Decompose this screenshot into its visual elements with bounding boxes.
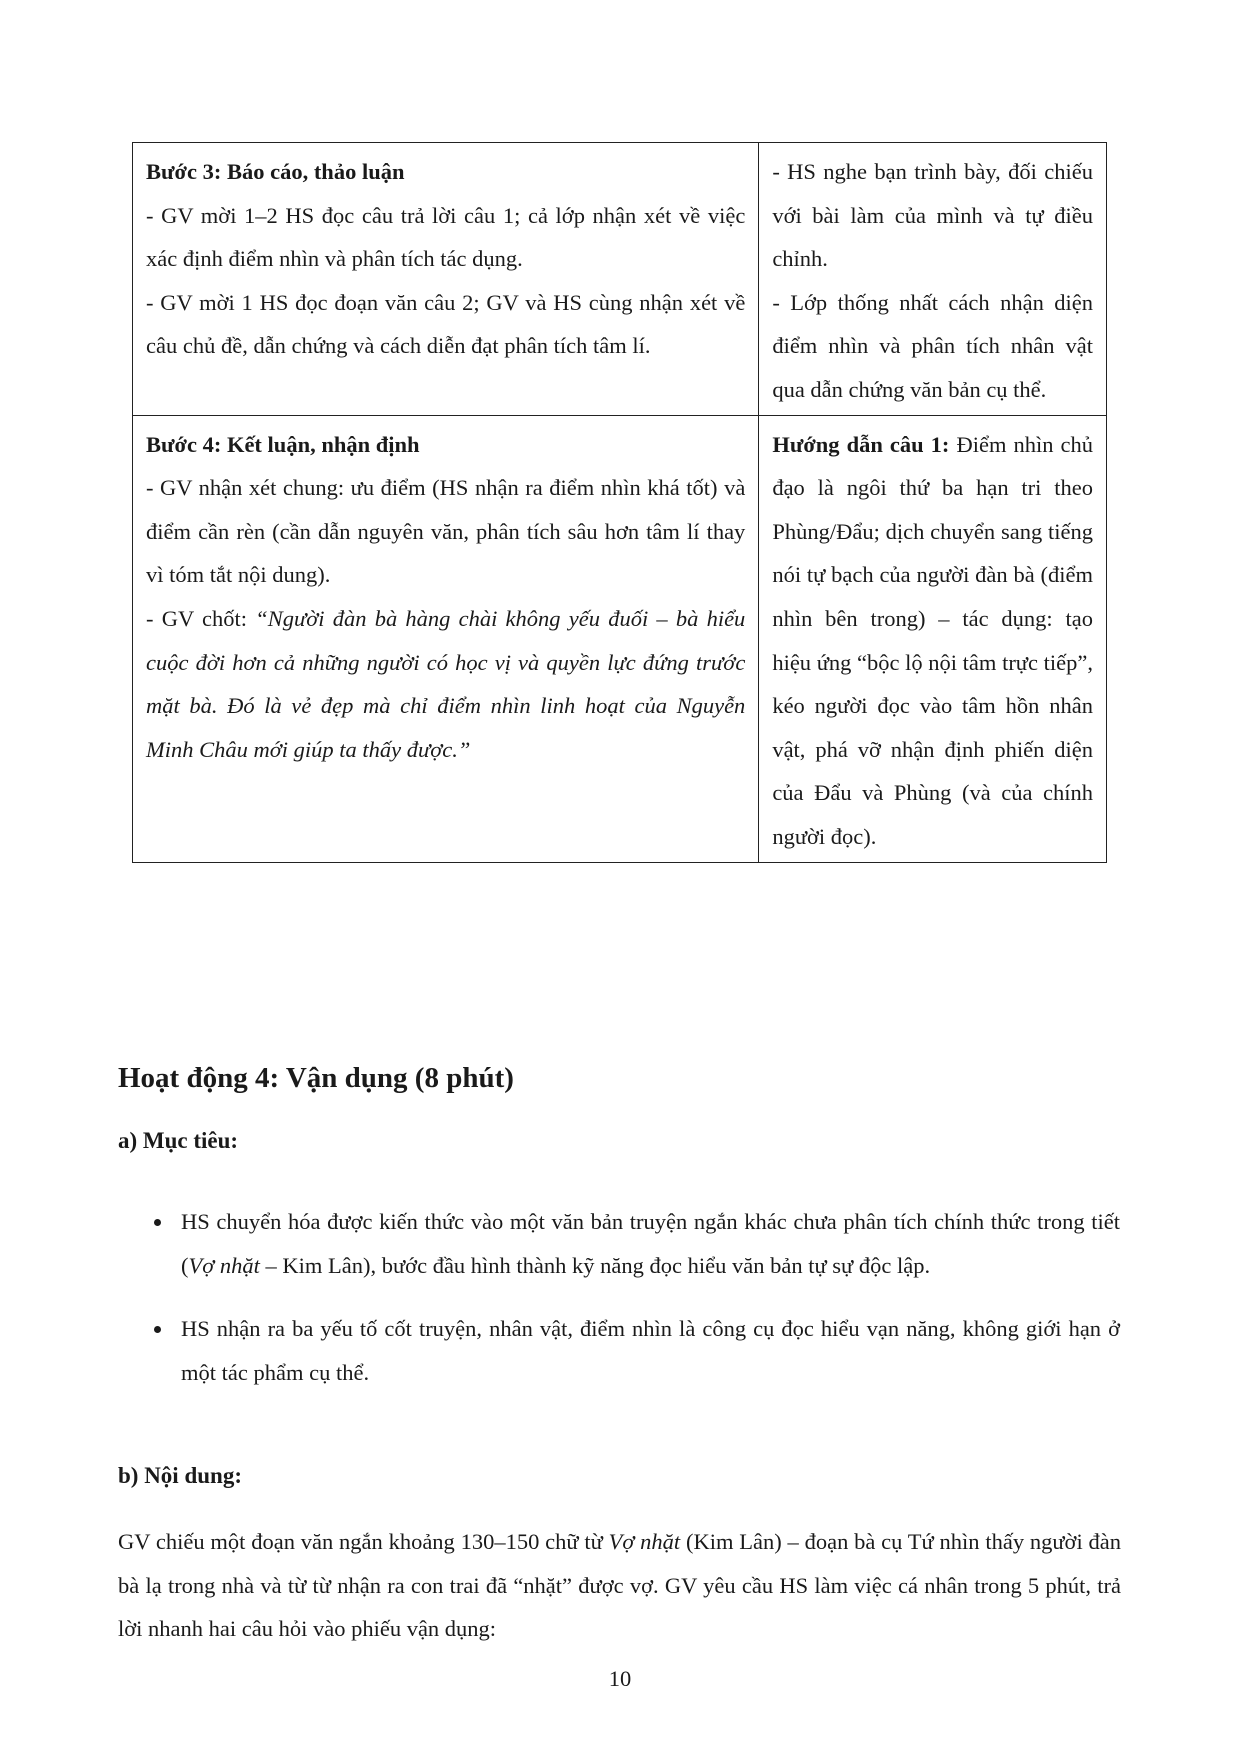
step3-cell [133, 143, 759, 416]
lesson-table [132, 142, 1107, 863]
guide-title: Hướng dẫn câu 1: [772, 431, 950, 457]
step4-cell [133, 415, 759, 862]
bullet-text: HS chuyển hóa được kiến thức vào một văn bản truyện ngắn khác chưa phân tích chính thức trong tiết ( [181, 1209, 1120, 1278]
step4-conclusion [146, 597, 745, 771]
step4-title: Bước 4: Kết luận, nhận định [146, 431, 420, 457]
table-row [133, 143, 1107, 416]
list-item [145, 1307, 1120, 1394]
step3-student-line-1: - HS nghe bạn trình bày, đối chiếu với bài làm của mình và tự điều chỉnh. [772, 159, 1093, 272]
work-title: Vợ nhặt [188, 1252, 260, 1278]
bullet-text: HS nhận ra ba yếu tố cốt truyện, nhân vật, điểm nhìn là công cụ đọc hiểu vạn năng, không giới hạn ở một tác phẩm cụ thể. [181, 1316, 1120, 1385]
step3-student-line-2: - Lớp thống nhất cách nhận diện điểm nhìn và phân tích nhân vật qua dẫn chứng văn bản cụ thể. [772, 289, 1093, 402]
objective-list [145, 1200, 1120, 1414]
table-row [133, 415, 1107, 862]
page-number: 10 [608, 1666, 632, 1691]
bullet-icon [154, 1219, 161, 1226]
step3-title: Bước 3: Báo cáo, thảo luận [146, 159, 405, 184]
conclusion-prefix: - GV chốt: [146, 605, 256, 631]
step4-guide-cell [759, 415, 1107, 862]
bullet-text-cont: – Kim Lân), bước đầu hình thành kỹ năng đọc hiểu văn bản tự sự độc lập. [259, 1252, 931, 1278]
step3-line-2: - GV mời 1 HS đọc đoạn văn câu 2; GV và HS cùng nhận xét về câu chủ đề, dẫn chứng và cách diễn đạt phân tích tâm lí. [146, 289, 746, 359]
step3-student-cell [759, 143, 1107, 416]
step4-line-1: - GV nhận xét chung: ưu điểm (HS nhận ra điểm nhìn khá tốt) và điểm cần rèn (cần dẫn nguyên văn, phân tích sâu hơn tâm lí thay vì tóm tắt nội dung). [146, 475, 746, 588]
bullet-icon [154, 1326, 161, 1333]
list-item [145, 1200, 1120, 1287]
content-heading: b) Nội dung: [118, 1463, 242, 1488]
step3-line-1: - GV mời 1–2 HS đọc câu trả lời câu 1; cả lớp nhận xét về việc xác định điểm nhìn và phân tích tác dụng. [146, 202, 746, 272]
content-text: GV chiếu một đoạn văn ngắn khoảng 130–150 chữ từ [118, 1529, 609, 1554]
work-title: Vợ nhặt [608, 1529, 681, 1554]
activity-title: Hoạt động 4: Vận dụng (8 phút) [118, 1062, 514, 1094]
content-paragraph [118, 1520, 1121, 1651]
conclusion-quote: “Người đàn bà hàng chài không yếu đuối – bà hiểu cuộc đời hơn cả những người có học vị và quyền lực đứng trước mặt bà. Đó là vẻ đẹp mà chỉ điểm nhìn linh hoạt của Nguyễn Minh Châu mới giúp ta thấy được.” [146, 605, 746, 762]
objective-heading: a) Mục tiêu: [118, 1128, 239, 1153]
guide-text: Điểm nhìn chủ đạo là ngôi thứ ba hạn tri theo Phùng/Đẩu; dịch chuyển sang tiếng nói tự bạch của người đàn bà (điểm nhìn bên trong) – tác dụng: tạo hiệu ứng “bộc lộ nội tâm trực tiếp”, kéo người đọc vào tâm hồn nhân vật, phá vỡ nhận định phiến diện của Đẩu và Phùng (và của chính người đọc). [772, 431, 1093, 849]
content-text-cont: (Kim Lân) – đoạn bà cụ Tứ nhìn thấy người đàn bà lạ trong nhà và từ từ nhận ra con trai đã “nhặt” được vợ. GV yêu cầu HS làm việc cá nhân trong 5 phút, trả lời nhanh hai câu hỏi vào phiếu vận dụng: [118, 1529, 1121, 1642]
